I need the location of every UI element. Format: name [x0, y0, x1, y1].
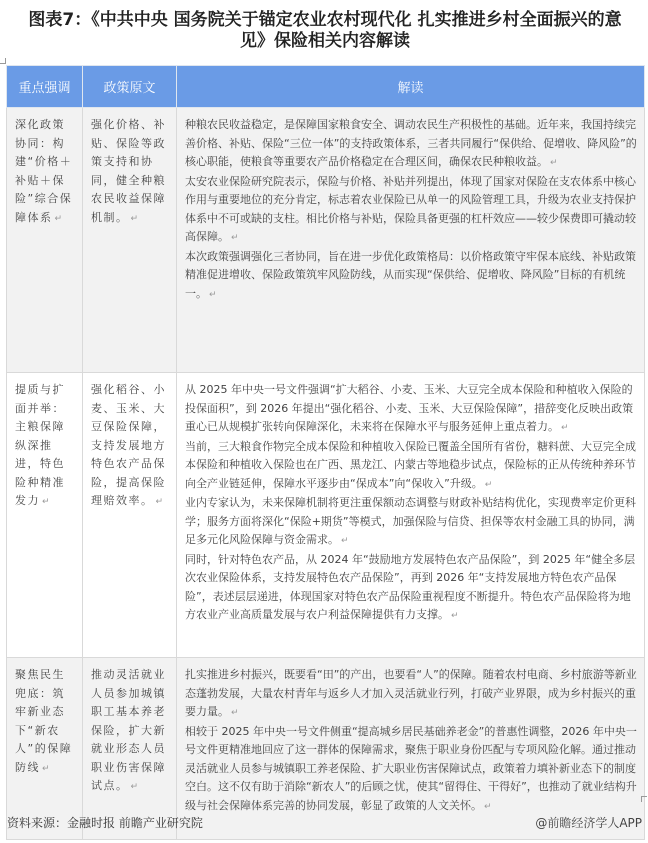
table-row [7, 373, 645, 658]
interpretation-paragraph: 本次政策强调强化三者协同，旨在进一步优化政策格局：以价格政策守牢保本底线、补贴政策精准促进增收、保险政策筑牢风险防线，从而实现“保供给、促增收、降风险”目标的有机统一。 ↵ [185, 249, 636, 300]
interpretation-cell [177, 658, 645, 840]
interpretation-paragraph: 从 2025 年中央一号文件强调“扩大稻谷、小麦、玉米、大豆完全成本保险和种植收入保险的投保面积”，到 2026 年提出“强化稻谷、小麦、玉米、大豆保险保障”，措辞变化反映出政策重心已从规模扩张转向保障深化，未来将在保障水平与服务延伸上重点着力。 ↵ [185, 383, 634, 433]
emphasis-cell: 提质与扩面并举：主粮保障纵深推进，特色险种精准发力 ↵ [7, 373, 83, 658]
policy-cell: 推动灵活就业人员参加城镇职工基本养老保险，扩大新就业形态人员职业伤害保障试点。 ↵ [83, 658, 177, 840]
figure-title: 图表7：《中共中央 国务院关于锚定农业农村现代化 扎实推进乡村全面振兴的意见》保险相关内容解读 [28, 10, 622, 51]
interpretation-paragraph: 相较于 2025 年中央一号文件侧重“提高城乡居民基础养老金”的普惠性调整，2026 年中央一号文件更精准地回应了这一群体的保障需求，聚焦于职业身份匹配与专项风险化解。通过推动灵活就业人员参与城镇职工养老保险、扩大职业伤害保障试点，政策着力填补新业态下的制度空白。这不仅有助于消除“新农人”的后顾之忧，使其“留得住、干得好”，也推动了就业结构升级与社会保障体系完善的协同发展，彰显了政策的人文关怀。 ↵ [185, 724, 637, 812]
interpretation-paragraph: 当前，三大粮食作物完全成本保险和种植收入保险已覆盖全国所有省份，糖料蔗、大豆完全成本保险和种植收入保险也在广西、黑龙江、内蒙古等地稳步试点，保险标的正从传统种养环节向全产业链延伸，保障水平逐步由“保成本”向“保收入”升级。 ↵ [185, 439, 636, 490]
source-note: 资料来源：金融时报 前瞻产业研究院 [7, 816, 203, 830]
policy-cell: 强化价格、补贴、保险等政策支持和协同，健全种粮农民收益保障机制。 ↵ [83, 108, 177, 373]
emphasis-cell: 深化政策协同：构建“价格＋补贴＋保险”综合保障体系 ↵ [7, 108, 83, 373]
policy-cell: 强化稻谷、小麦、玉米、大豆保险保障，支持发展地方特色农产品保险，提高保险理赔效率。 ↵ [83, 373, 177, 658]
interpretation-cell [177, 373, 645, 658]
header-policy-text: 政策原文 [83, 66, 177, 108]
header-interpretation: 解读 [177, 66, 645, 108]
emphasis-cell: 聚焦民生兜底：筑牢新业态下“新农人”的保障防线 ↵ [7, 658, 83, 840]
interpretation-paragraph: 扎实推进乡村振兴，既要看“田”的产出，也要看“人”的保障。随着农村电商、乡村旅游等新业态蓬勃发展，大量农村青年与返乡人才加入灵活就业行列，打破产业界限，成为乡村振兴的重要力量。 ↵ [185, 668, 637, 718]
interpretation-paragraph: 同时，针对特色农产品，从 2024 年“鼓励地方发展特色农产品保险”，到 2025 年“健全多层次农业保险体系，支持发展特色农产品保险”，再到 2026 年“支持发展地方特色农产品保险”，表述层层递进，体现国家对特色农产品保险重视程度不断提升。特色农产品保险将为地方农业产业高质量发展与农户利益保障提供有力支撑。 ↵ [185, 552, 636, 621]
header-emphasis: 重点强调 [7, 66, 83, 108]
interpretation-paragraph: 种粮农民收益稳定，是保障国家粮食安全、调动农民生产积极性的基础。近年来，我国持续完善价格、补贴、保险“三位一体”的支持政策体系，三者共同履行“保供给、促增收、降风险”的核心职能，使粮食等重要农产品价格稳定在合理区间，确保农民种粮收益。 ↵ [185, 118, 637, 168]
interpretation-paragraph: 业内专家认为，未来保障机制将更注重保额动态调整与财政补贴结构优化，实现费率定价更科学；服务方面将深化“保险+期货”等模式，加强保险与信贷、担保等农村金融工具的协同，满足多元化风险保障与资金需求。 ↵ [185, 496, 636, 546]
table-header-row [7, 66, 645, 108]
credit-note: @前瞻经济学人APP [535, 816, 642, 830]
policy-table [6, 65, 645, 840]
table-row [7, 108, 645, 373]
corner-mark [0, 58, 6, 64]
corner-mark [641, 796, 647, 802]
interpretation-paragraph: 太安农业保险研究院表示，保险与价格、补贴并列提出，体现了国家对保险在支农体系中核心作用与重要地位的充分肯定，标志着农业保险已从单一的风险管理工具，升级为农业支持保护体系中不可或缺的支柱。相比价格与补贴，保险具备更强的杠杆效应——较少保费即可撬动较高保障。 ↵ [185, 174, 636, 243]
table-row [7, 658, 645, 840]
interpretation-cell [177, 108, 645, 373]
